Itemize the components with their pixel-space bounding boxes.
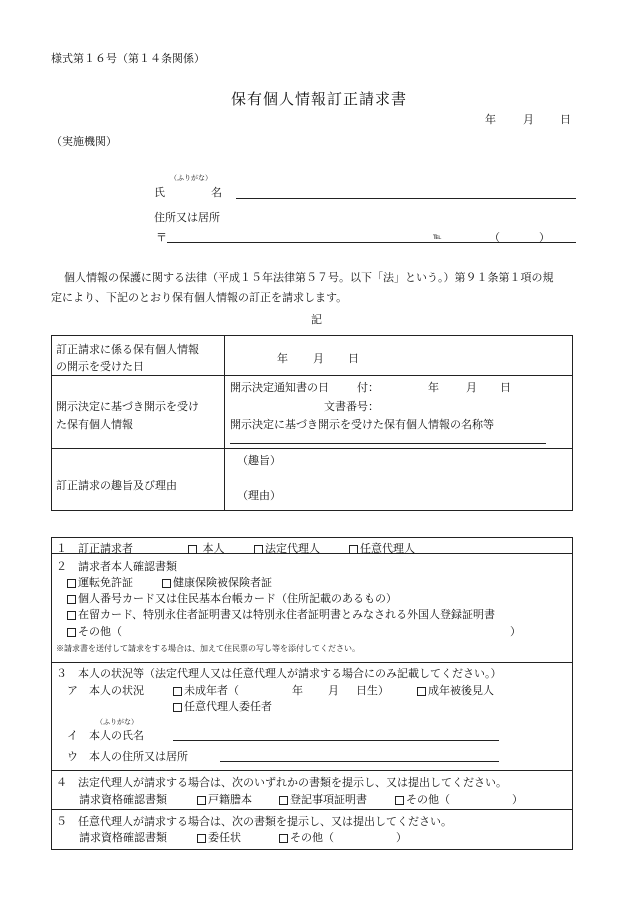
s4-label: ４ 法定代理人が請求する場合は、次のいずれかの書類を提示し、又は提出してください。 xyxy=(56,776,507,789)
s4-docs: 請求資格確認書類 xyxy=(79,793,167,806)
checkbox-icon xyxy=(279,834,288,843)
s2-option-insurance-label: 健康保険被保険者証 xyxy=(173,576,272,589)
s3-a: ア 本人の状況 xyxy=(67,684,144,697)
address-field[interactable] xyxy=(167,242,576,243)
row1-month: 月 xyxy=(313,352,324,365)
table-row-line xyxy=(51,662,573,663)
s3-option-principal-label: 任意代理人委任者 xyxy=(184,700,272,713)
tel-label: ℡ xyxy=(433,232,442,241)
principal-address-field[interactable] xyxy=(220,761,499,762)
checkbox-icon xyxy=(197,834,206,843)
s3-furigana: （ふりがな） xyxy=(96,718,138,726)
s3-option-ward-label: 成年被後見人 xyxy=(428,684,494,697)
row2-year: 年 xyxy=(428,381,439,394)
s2-option-residence[interactable] xyxy=(67,606,495,622)
row2-docno: 文書番号： xyxy=(324,400,379,413)
row2-dated: 付： xyxy=(357,381,379,394)
checkbox-icon xyxy=(188,545,197,554)
s3-option-minor-label: 未成年者（ xyxy=(184,684,239,697)
furigana-label: （ふりがな） xyxy=(170,174,212,182)
s4-option-koseki-label: 戸籍謄本 xyxy=(208,793,252,806)
s2-option-other[interactable] xyxy=(67,623,122,639)
s3-label: ３ 本人の状況等（法定代理人又は任意代理人が請求する場合にのみ記載してください。） xyxy=(56,667,502,680)
s5-option-poa[interactable] xyxy=(197,829,241,845)
s1-option-legal-label: 法定代理人 xyxy=(265,542,320,555)
s3-u: ウ 本人の住所又は居所 xyxy=(67,750,188,763)
s5-option-other-label: その他（ xyxy=(290,831,334,844)
date-month-label: 月 xyxy=(523,113,534,126)
s3-option-principal[interactable] xyxy=(173,698,272,714)
checkbox-icon xyxy=(197,796,206,805)
row1-day: 日 xyxy=(348,352,359,365)
s2-option-other-label: その他（ xyxy=(78,625,122,638)
name-label-2: 名 xyxy=(211,186,222,199)
name-label-1: 氏 xyxy=(154,186,165,199)
postal-mark: 〒 xyxy=(156,231,167,244)
s2-option-mynumber-label: 個人番号カード又は住民基本台帳カード（住所記載のあるもの） xyxy=(78,592,397,605)
s5-close: ） xyxy=(396,831,407,844)
intro-line-1: 個人情報の保護に関する法律（平成１５年法律第５７号。以下「法」という。）第９１条第１項の規 xyxy=(64,271,554,284)
checkbox-icon xyxy=(67,579,76,588)
row3-reason: （理由） xyxy=(237,489,281,502)
s3-i: イ 本人の氏名 xyxy=(67,729,144,742)
row2-name: 開示決定に基づき開示を受けた保有個人情報の名称等 xyxy=(230,418,494,431)
s5-docs: 請求資格確認書類 xyxy=(79,831,167,844)
row2-label-1: 開示決定に基づき開示を受け xyxy=(56,400,199,413)
s5-label: ５ 任意代理人が請求する場合は、次の書類を提示し、又は提出してください。 xyxy=(56,815,452,828)
date-year-label: 年 xyxy=(485,113,496,126)
checkbox-icon xyxy=(162,579,171,588)
checkbox-icon xyxy=(279,796,288,805)
row2-day: 日 xyxy=(500,381,511,394)
row1-label-2: の開示を受けた日 xyxy=(56,360,144,373)
table-divider xyxy=(224,335,225,511)
row2-label-2: た保有個人情報 xyxy=(56,418,133,431)
s2-label: ２ 請求者本人確認書類 xyxy=(56,560,177,573)
ki-label: 記 xyxy=(311,313,322,326)
s2-option-insurance[interactable] xyxy=(162,574,272,590)
checkbox-icon xyxy=(254,545,263,554)
s4-option-registry-label: 登記事項証明書 xyxy=(290,793,367,806)
page-title: 保有個人情報訂正請求書 xyxy=(231,90,408,108)
tel-paren-close: ） xyxy=(539,231,550,244)
s1-option-self[interactable] xyxy=(188,540,225,556)
checkbox-icon xyxy=(349,545,358,554)
row2-month: 月 xyxy=(466,381,477,394)
date-day-label: 日 xyxy=(560,113,571,126)
s2-option-license[interactable] xyxy=(67,574,133,590)
principal-name-field[interactable] xyxy=(173,740,499,741)
s4-option-koseki[interactable] xyxy=(197,791,252,807)
s3-option-minor[interactable] xyxy=(173,682,239,698)
table-row-line xyxy=(51,448,573,449)
s4-close: ） xyxy=(512,793,523,806)
s2-note: ※請求書を送付して請求をする場合は、加えて住民票の写し等を添付してください。 xyxy=(56,644,360,653)
row3-gist: （趣旨） xyxy=(237,454,281,467)
s2-option-mynumber[interactable] xyxy=(67,590,397,606)
row2-notice: 開示決定通知書の日 xyxy=(230,381,329,394)
checkbox-icon xyxy=(67,611,76,620)
row3-label: 訂正請求の趣旨及び理由 xyxy=(56,479,177,492)
checkbox-icon xyxy=(395,796,404,805)
s3-option-ward[interactable] xyxy=(417,682,494,698)
s3-year: 年 xyxy=(292,684,303,697)
s4-option-other-label: その他（ xyxy=(406,793,450,806)
s1-option-legal[interactable] xyxy=(254,540,320,556)
tel-paren-open: （ xyxy=(489,231,500,244)
checkbox-icon xyxy=(417,687,426,696)
s4-option-other[interactable] xyxy=(395,791,450,807)
table-row-line xyxy=(51,809,573,810)
s5-option-poa-label: 委任状 xyxy=(208,831,241,844)
s2-option-residence-label: 在留カード、特別永住者証明書又は特別永住者証明書とみなされる外国人登録証明書 xyxy=(78,608,496,621)
s2-close: ） xyxy=(510,625,521,638)
row2-name-field[interactable] xyxy=(230,443,546,444)
checkbox-icon xyxy=(173,703,182,712)
intro-line-2: 定により、下記のとおり保有個人情報の訂正を請求します。 xyxy=(51,291,348,304)
s3-month: 月 xyxy=(328,684,339,697)
table-row-line xyxy=(51,375,573,376)
s5-option-other[interactable] xyxy=(279,829,334,845)
row1-label-1: 訂正請求に係る保有個人情報 xyxy=(56,343,199,356)
name-field[interactable] xyxy=(236,198,576,199)
table-row-line xyxy=(51,770,573,771)
agency-label: （実施機関） xyxy=(51,135,117,148)
checkbox-icon xyxy=(67,595,76,604)
s1-option-voluntary-label: 任意代理人 xyxy=(360,542,415,555)
s1-option-voluntary[interactable] xyxy=(349,540,415,556)
s3-born: 日生） xyxy=(356,684,389,697)
address-label: 住所又は居所 xyxy=(154,211,220,224)
checkbox-icon xyxy=(67,628,76,637)
form-number: 様式第１６号（第１４条関係） xyxy=(51,52,205,65)
s2-option-license-label: 運転免許証 xyxy=(78,576,133,589)
checkbox-icon xyxy=(173,687,182,696)
row1-year: 年 xyxy=(277,352,288,365)
s1-option-self-label: 本人 xyxy=(202,542,225,555)
s1-label: １ 訂正請求者 xyxy=(56,542,133,555)
s4-option-registry[interactable] xyxy=(279,791,367,807)
